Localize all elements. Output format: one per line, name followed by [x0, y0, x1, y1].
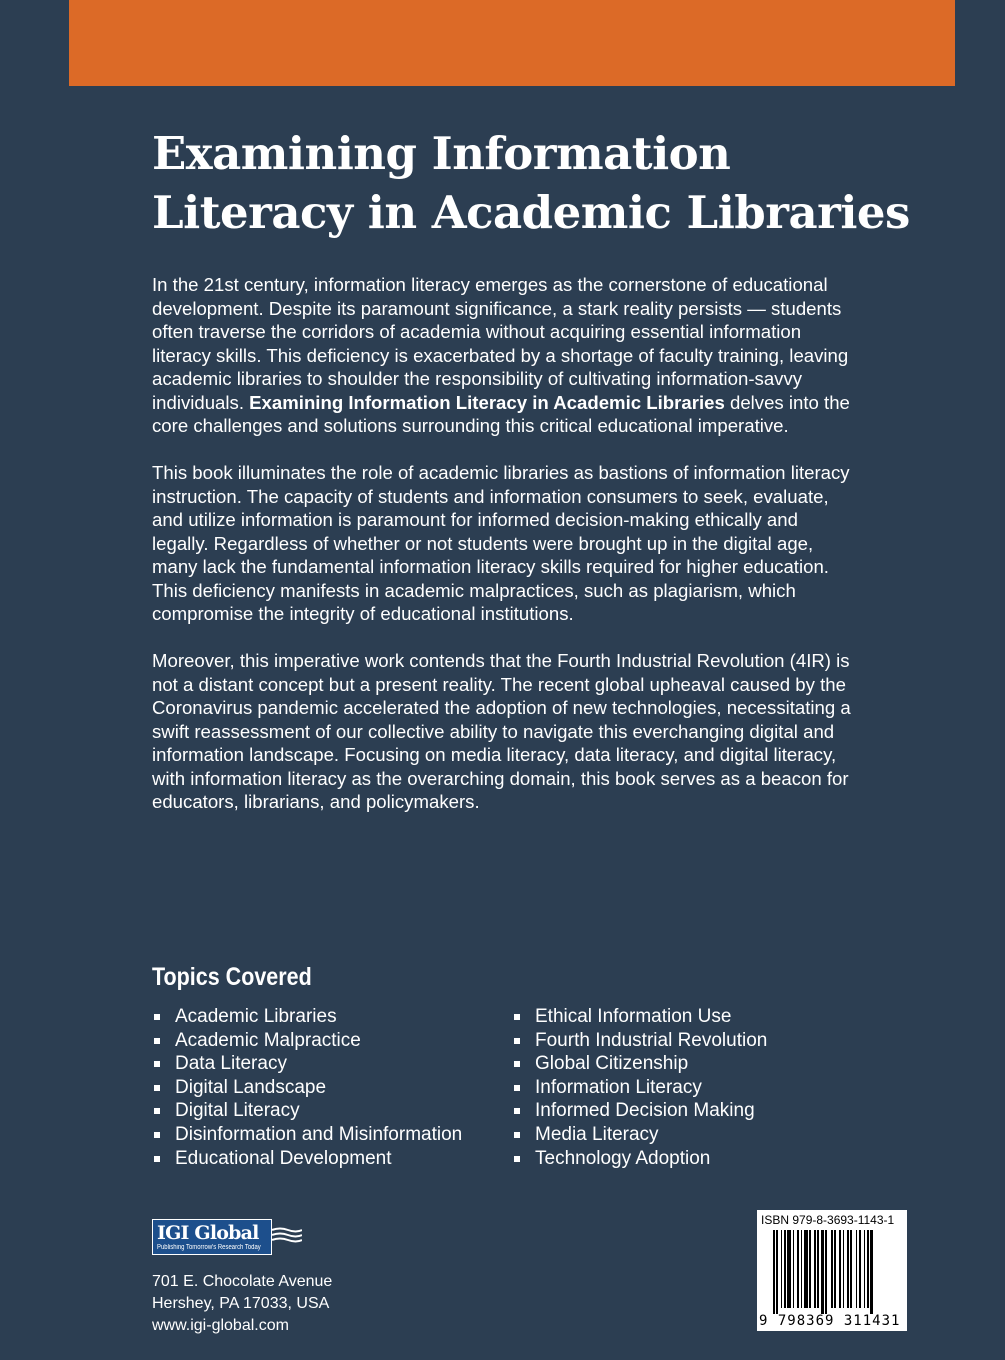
logo-box [152, 1219, 272, 1255]
isbn-barcode [757, 1210, 907, 1331]
topic-item: Academic Libraries [152, 1005, 462, 1029]
topic-item: Informed Decision Making [512, 1099, 767, 1123]
logo-tagline: Publishing Tomorrow's Research Today [157, 1244, 261, 1251]
isbn-label: ISBN 979-8-3693-1143-1 [761, 1213, 895, 1227]
topic-item: Fourth Industrial Revolution [512, 1029, 767, 1053]
topic-item: Educational Development [152, 1147, 462, 1171]
topic-item: Data Literacy [152, 1052, 462, 1076]
barcode-digits: 9 798369 311431 [759, 1313, 901, 1329]
title-line-2: Literacy in Academic Libraries [152, 186, 910, 239]
topic-item: Ethical Information Use [512, 1005, 767, 1029]
publisher-logo [152, 1219, 302, 1257]
logo-waves-icon [272, 1227, 302, 1243]
topic-item: Global Citizenship [512, 1052, 767, 1076]
description-paragraph-2: This book illuminates the role of academic libraries as bastions of information literacy instruction. The capacity of students and information consumers to seek, evaluate, and utilize information is paramount for informed decision-making ethically and legally. Regardless of whether or not students were brought up in the digital age, many lack the fundamental information literacy skills required for higher education. This deficiency manifests in academic malpractices, such as plagiarism, which compromise the integrity of educational institutions. [152, 462, 850, 624]
topic-item: Digital Landscape [152, 1076, 462, 1100]
topic-item: Information Literacy [512, 1076, 767, 1100]
publisher-address [152, 1271, 332, 1337]
topic-item: Technology Adoption [512, 1147, 767, 1171]
barcode-bars-icon [773, 1230, 903, 1314]
paragraph-1-bold-title: Examining Information Literacy in Academic Libraries [249, 391, 725, 413]
publisher-website: www.igi-global.com [152, 1317, 289, 1334]
description-paragraph-3: Moreover, this imperative work contends that the Fourth Industrial Revolution (4IR) is not a distant concept but a present reality. The recent global upheaval caused by the Coronavirus pandemic accelerated the adoption of new technologies, necessitating a swift reassessment of our collective ability to navigate this everchanging digital and information landscape. Focusing on media literacy, data literacy, and digital literacy, with information literacy as the overarching domain, this book serves as a beacon for educators, librarians, and policymakers. [152, 650, 851, 812]
logo-name: IGI Global [157, 1222, 259, 1244]
topics-heading: Topics Covered [152, 963, 312, 991]
topic-item: Digital Literacy [152, 1099, 462, 1123]
topic-item: Academic Malpractice [152, 1029, 462, 1053]
topic-item: Media Literacy [512, 1123, 767, 1147]
address-city: Hershey, PA 17033, USA [152, 1295, 330, 1312]
topic-item: Disinformation and Misinformation [152, 1123, 462, 1147]
paragraph-1-text: In the 21st century, information literacy emerges as the cornerstone of educational development. Despite its paramount significance, a stark reality persists — students often traverse the corridors of academia without acquiring essential information literacy skills. This deficiency is exacerbated by a shortage of faculty training, leaving academic libraries to shoulder the responsibility of cultivating information-savvy individuals. [152, 274, 849, 413]
topics-list-left [152, 1005, 462, 1170]
address-street: 701 E. Chocolate Avenue [152, 1273, 333, 1290]
top-color-band [69, 0, 955, 86]
topics-list-right [512, 1005, 767, 1170]
book-description [152, 273, 852, 837]
description-paragraph-1 [152, 273, 852, 438]
paragraph-1-text-end: delves into the core challenges and solutions surrounding this critical educational imperative. [152, 391, 850, 436]
title-line-1: Examining Information [152, 127, 731, 180]
book-title [152, 124, 932, 242]
